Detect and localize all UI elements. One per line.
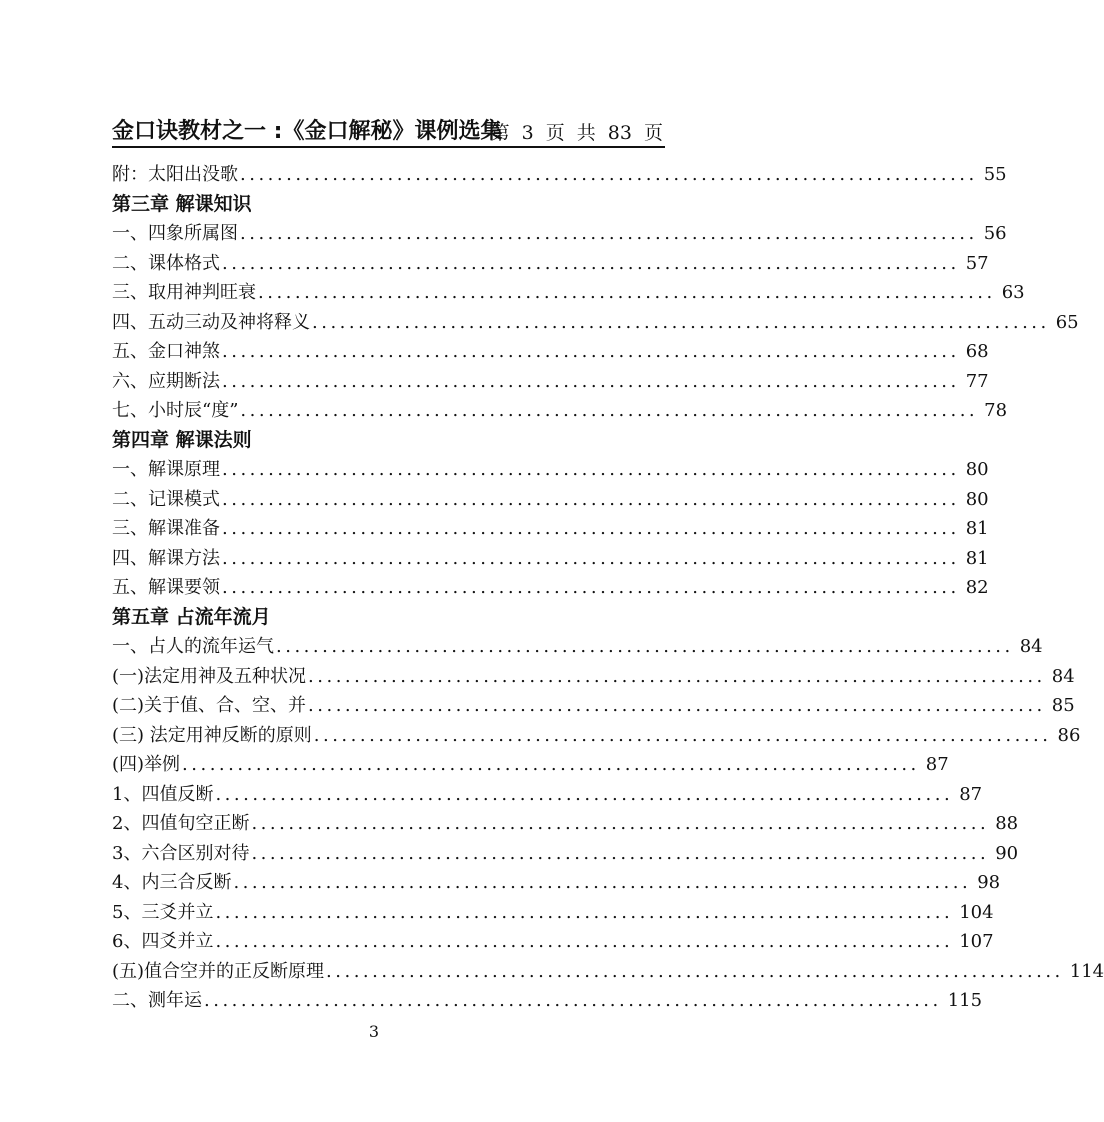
toc-entry-label: 二、测年运	[112, 990, 202, 1011]
dot-leader: ................................................................................	[258, 282, 996, 303]
toc-entry	[112, 721, 1081, 751]
toc-entry	[112, 898, 994, 928]
toc-entry	[112, 278, 1025, 308]
toc-entry-page: 98	[977, 872, 1001, 893]
toc-entry-page: 77	[965, 370, 989, 392]
chapter-heading: 第四章 解课法则	[112, 428, 252, 451]
toc-entry-label: 4、内三合反断	[112, 872, 232, 893]
dot-leader: ................................................................................	[222, 370, 960, 392]
document-title: 金口诀教材之一 :《金口解秘》课例选集	[112, 119, 503, 144]
dot-leader: ................................................................................	[182, 754, 920, 775]
toc-entry-page: 81	[965, 547, 989, 569]
toc-entry	[112, 839, 1019, 869]
table-of-contents	[112, 160, 1104, 1016]
toc-entry-label: 三、解课准备	[112, 518, 220, 539]
chapter-heading: 第三章 解课知识	[112, 192, 252, 215]
toc-entry-page: 114	[1069, 960, 1104, 982]
toc-entry-page: 84	[1019, 636, 1043, 657]
toc-entry	[112, 957, 1104, 987]
dot-leader: ................................................................................	[313, 724, 1052, 746]
toc-entry-label: 3、六合区别对待	[112, 842, 250, 864]
toc-entry-page: 55	[983, 164, 1007, 185]
dot-leader: ................................................................................	[312, 311, 1050, 333]
toc-entry	[112, 455, 989, 485]
toc-entry-page: 65	[1055, 311, 1079, 333]
dot-leader: ................................................................................	[222, 252, 960, 274]
dot-leader: ................................................................................	[222, 488, 960, 510]
dot-leader: ................................................................................	[233, 872, 972, 893]
toc-entry	[112, 249, 989, 279]
toc-entry-page: 107	[959, 931, 994, 952]
toc-entry-page: 86	[1057, 724, 1081, 746]
toc-entry	[112, 750, 949, 780]
toc-entry	[112, 308, 1079, 338]
toc-entry	[112, 632, 1043, 662]
toc-entry-label: 二、课体格式	[112, 252, 220, 274]
page-counter: 第 3 页 共 83 页	[490, 122, 663, 144]
dot-leader: ................................................................................	[240, 400, 979, 421]
dot-leader: ................................................................................	[251, 842, 990, 864]
toc-entry-label: 四、五动三动及神将释义	[112, 311, 310, 333]
toc-entry	[112, 986, 983, 1016]
toc-entry-page: 115	[947, 990, 983, 1011]
toc-entry	[112, 691, 1075, 721]
toc-entry	[112, 337, 989, 367]
page-header	[112, 112, 665, 148]
toc-entry-label: 一、四象所属图	[112, 223, 238, 244]
toc-entry-label: (四)举例	[112, 754, 181, 775]
dot-leader: ................................................................................	[222, 518, 960, 539]
toc-entry-page: 78	[984, 400, 1008, 421]
toc-entry-page: 84	[1051, 665, 1075, 687]
dot-leader: ................................................................................	[204, 990, 942, 1011]
toc-entry-label: 四、解课方法	[112, 547, 220, 569]
page-number: 3	[368, 1022, 380, 1041]
dot-leader: ................................................................................	[276, 636, 1014, 657]
toc-entry	[112, 573, 989, 603]
toc-entry	[112, 367, 989, 397]
toc-entry-label: (五)值合空并的正反断原理	[112, 960, 325, 982]
toc-entry	[112, 396, 1008, 426]
toc-entry	[112, 160, 1007, 190]
toc-entry	[112, 219, 1007, 249]
dot-leader: ................................................................................	[240, 164, 978, 185]
dot-leader: ................................................................................	[222, 577, 960, 598]
toc-entry-page: 63	[1001, 282, 1025, 303]
toc-entry-label: 一、占人的流年运气	[112, 636, 274, 657]
toc-entry-page: 85	[1051, 695, 1075, 716]
toc-entry	[112, 868, 1001, 898]
toc-entry-label: 六、应期断法	[112, 370, 220, 392]
toc-entry-label: 5、三爻并立	[112, 901, 214, 923]
toc-entry-page: 88	[995, 813, 1019, 834]
toc-entry-label: (二)关于值、合、空、并	[112, 695, 307, 716]
toc-entry-page: 68	[965, 341, 989, 362]
toc-entry-label: 一、解课原理	[112, 459, 220, 480]
toc-entry-page: 81	[965, 518, 989, 539]
toc-entry-label: 6、四爻并立	[112, 931, 214, 952]
toc-entry	[112, 780, 983, 810]
dot-leader: ................................................................................	[308, 695, 1046, 716]
toc-entry-label: (三) 法定用神反断的原则	[112, 724, 312, 746]
toc-entry-label: 二、记课模式	[112, 488, 220, 510]
toc-entry-label: 五、解课要领	[112, 577, 220, 598]
toc-entry	[112, 927, 994, 957]
toc-entry-label: 五、金口神煞	[112, 341, 220, 362]
dot-leader: ................................................................................	[240, 223, 978, 244]
toc-entry-page: 87	[959, 783, 983, 805]
toc-entry-page: 90	[995, 842, 1019, 864]
toc-entry-page: 56	[983, 223, 1007, 244]
dot-leader: ................................................................................	[215, 783, 954, 805]
toc-entry-label: 附：太阳出没歌	[112, 164, 238, 185]
toc-entry-page: 104	[959, 901, 994, 923]
toc-entry-label: 2、四值旬空正断	[112, 813, 250, 834]
toc-entry-label: 三、取用神判旺衰	[112, 282, 256, 303]
toc-entry-page: 80	[965, 488, 989, 510]
toc-entry-page: 82	[965, 577, 989, 598]
dot-leader: ................................................................................	[308, 665, 1046, 687]
dot-leader: ................................................................................	[222, 547, 960, 569]
toc-entry-label: 七、小时辰“度”	[112, 400, 239, 421]
chapter-heading: 第五章 占流年流月	[112, 605, 271, 628]
toc-entry-page: 57	[965, 252, 989, 274]
dot-leader: ................................................................................	[222, 459, 960, 480]
dot-leader: ................................................................................	[251, 813, 990, 834]
dot-leader: ................................................................................	[222, 341, 960, 362]
toc-entry-page: 80	[965, 459, 989, 480]
toc-entry-page: 87	[925, 754, 949, 775]
toc-entry	[112, 809, 1019, 839]
toc-entry	[112, 514, 989, 544]
toc-entry	[112, 662, 1075, 692]
toc-entry-label: 1、四值反断	[112, 783, 214, 805]
dot-leader: ................................................................................	[326, 960, 1064, 982]
toc-entry-label: (一)法定用神及五种状况	[112, 665, 307, 687]
dot-leader: ................................................................................	[215, 901, 954, 923]
toc-entry	[112, 485, 989, 515]
toc-entry	[112, 544, 989, 574]
dot-leader: ................................................................................	[215, 931, 954, 952]
